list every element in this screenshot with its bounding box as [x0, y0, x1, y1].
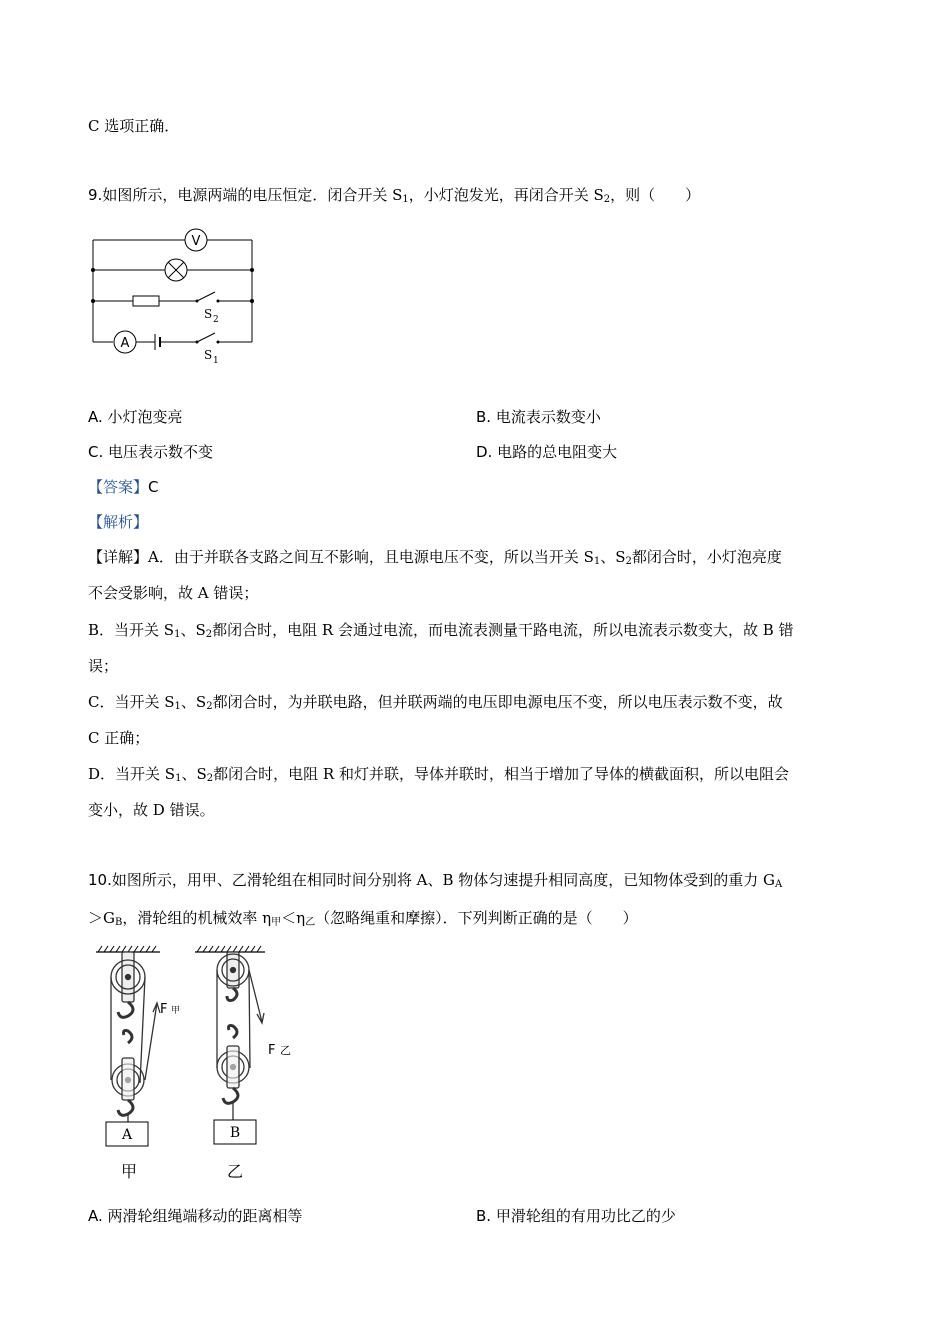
- q9-number: 9.: [88, 186, 103, 204]
- q9-option-a-text: 小灯泡变亮: [107, 408, 183, 426]
- switch-s2-label: S: [204, 307, 213, 321]
- q9-stem: [88, 185, 700, 210]
- q9-option-d: [476, 442, 617, 462]
- q10-pulley-diagram: [90, 940, 310, 1185]
- detail-l1-a: 【详解】A．由于并联各支路之间互不影响，且电源电压不变，所以当开关 S: [88, 548, 594, 566]
- q9-option-d-text: 电路的总电阻变大: [497, 443, 618, 461]
- detail-line-3: [88, 620, 794, 645]
- q10-stem-line-1: [88, 870, 782, 895]
- detail-l5-b: 、S: [180, 693, 207, 711]
- q10-option-b-text: 甲滑轮组的有用功比乙的少: [495, 1207, 676, 1225]
- switch-s2-sub: 2: [213, 315, 219, 325]
- answer-label: 【答案】: [88, 478, 149, 496]
- block-a-label: A: [121, 1127, 133, 1143]
- ammeter-label: A: [120, 336, 130, 351]
- voltmeter-label: V: [191, 234, 201, 249]
- q10-option-b-letter: B.: [476, 1207, 492, 1225]
- detail-l5-c: 都闭合时，为并联电路，但并联两端的电压即电源电压不变，所以电压表示数不变，故: [212, 693, 783, 711]
- q10-stem-lt: ＜η: [281, 909, 306, 927]
- q10-sub-jia: 甲: [271, 917, 282, 928]
- switch-s1-sub: 1: [213, 356, 219, 366]
- analysis-label: 【解析】: [88, 513, 149, 531]
- answer-value: C: [148, 478, 159, 496]
- q9-stem-b: ，小灯泡发光，再闭合开关 S: [408, 186, 604, 204]
- detail-l5-a: C．当开关 S: [88, 693, 175, 711]
- previous-answer-tail: C 选项正确．: [88, 117, 180, 135]
- q10-stem-c: （忽略绳重和摩擦）．下列判断正确的是（ ）: [315, 909, 638, 927]
- q10-stem-b-pre: ＞G: [88, 909, 115, 927]
- caption-jia: 甲: [120, 1162, 138, 1181]
- q9-option-c: [88, 442, 213, 462]
- detail-line-1: [88, 547, 782, 572]
- detail-l3-a: B．当开关 S: [88, 621, 175, 639]
- switch-s1-label: S: [204, 348, 213, 362]
- q9-stem-a: 如图所示，电源两端的电压恒定．闭合开关 S: [102, 186, 403, 204]
- detail-l7-b: 、S: [181, 765, 207, 783]
- detail-l1-sub2: 2: [625, 556, 632, 567]
- q9-sub-1: 1: [402, 194, 409, 205]
- detail-l5-sub1: 1: [174, 701, 181, 712]
- detail-line-4: 误；: [88, 657, 119, 675]
- detail-line-6: C 正确；: [88, 729, 150, 747]
- block-b-label: B: [229, 1125, 241, 1141]
- q9-option-b-letter: B.: [476, 408, 492, 426]
- q10-option-a-letter: A.: [88, 1207, 103, 1225]
- q9-circuit-diagram: [85, 225, 265, 375]
- detail-l1-sub1: 1: [593, 556, 601, 567]
- detail-line-7: [88, 764, 789, 789]
- q9-answer: [88, 477, 159, 497]
- caption-yi: 乙: [226, 1162, 244, 1181]
- detail-l3-c: 都闭合时，电阻 R 会通过电流，而电流表测量干路电流，所以电流表示数变大，故 B 错: [212, 621, 794, 639]
- detail-l7-sub2: 2: [206, 773, 214, 784]
- q9-option-a: [88, 407, 183, 427]
- q10-stem-line-2: [88, 908, 638, 933]
- q10-sub-yi: 乙: [305, 917, 316, 928]
- q9-option-c-text: 电压表示数不变: [108, 443, 214, 461]
- q10-stem-b: ，滑轮组的机械效率 η: [122, 909, 272, 927]
- detail-l7-c: 都闭合时，电阻 R 和灯并联，导体并联时，相当于增加了导体的横截面积，所以电阻会: [213, 765, 789, 783]
- detail-l1-b: 、S: [600, 548, 626, 566]
- q10-option-b: [476, 1206, 676, 1226]
- q10-stem-a: 如图所示，用甲、乙滑轮组在相同时间分别将 A、B 物体匀速提升相同高度，已知物体受到的重力 G: [111, 871, 776, 889]
- q10-option-a-text: 两滑轮组绳端移动的距离相等: [107, 1207, 303, 1225]
- q9-sub-2: 2: [603, 194, 611, 205]
- detail-l3-sub2: 2: [205, 629, 213, 640]
- q10-number: 10.: [88, 871, 112, 889]
- q9-option-c-letter: C.: [88, 443, 104, 461]
- force-jia-label: F: [160, 1002, 168, 1017]
- force-jia-sub: 甲: [171, 1006, 181, 1016]
- detail-l3-sub1: 1: [174, 629, 181, 640]
- detail-line-2: 不会受影响，故 A 错误；: [88, 584, 259, 602]
- force-yi-sub: 乙: [280, 1044, 291, 1057]
- q10-sub-a: A: [775, 879, 783, 890]
- detail-l1-c: 都闭合时，小灯泡亮度: [631, 548, 782, 566]
- q9-option-b-text: 电流表示数变小: [495, 408, 601, 426]
- q9-option-b: [476, 407, 601, 427]
- detail-l3-b: 、S: [180, 621, 206, 639]
- force-yi-label: F: [268, 1043, 276, 1058]
- detail-l7-a: D．当开关 S: [88, 765, 176, 783]
- detail-line-5: [88, 692, 783, 717]
- detail-l5-sub2: 2: [206, 701, 213, 712]
- detail-line-8: 变小，故 D 错误。: [88, 801, 215, 819]
- q9-option-a-letter: A.: [88, 408, 103, 426]
- q10-option-a: [88, 1206, 303, 1226]
- q9-option-d-letter: D.: [476, 443, 493, 461]
- q9-stem-c: ，则（ ）: [610, 186, 701, 204]
- detail-l7-sub1: 1: [175, 773, 182, 784]
- q10-sub-b: B: [114, 917, 123, 928]
